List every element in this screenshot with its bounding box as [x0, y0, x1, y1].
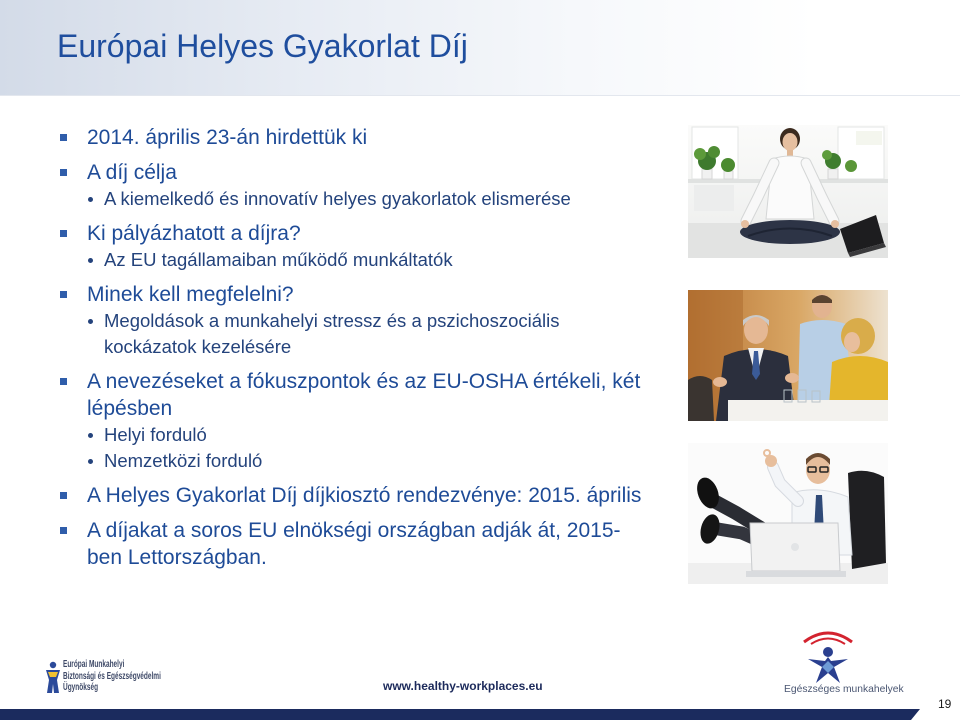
square-bullet-icon: [60, 230, 67, 237]
bullet-text: A díj célja: [87, 161, 177, 184]
website-link[interactable]: www.healthy-workplaces.eu: [383, 679, 543, 693]
office-worker-photo: [688, 443, 888, 584]
agency-name-line: Biztonsági és Egészségvédelmi: [63, 670, 161, 682]
sub-bullet-item: [58, 247, 678, 273]
footer-bar: [0, 708, 960, 720]
bullet-text: Minek kell megfelelni?: [87, 283, 294, 306]
round-bullet-icon: [88, 459, 93, 464]
round-bullet-icon: [88, 433, 93, 438]
eu-osha-logo-icon: [45, 660, 61, 694]
bullet-item: [58, 281, 678, 308]
square-bullet-icon: [60, 169, 67, 176]
sub-bullet-text: Helyi forduló: [104, 424, 207, 445]
bullet-item: [58, 482, 678, 509]
round-bullet-icon: [88, 258, 93, 263]
agency-logo: [45, 659, 225, 695]
bullet-item: [58, 517, 678, 571]
agency-name: [63, 659, 174, 694]
bullet-text: lépésben: [87, 397, 173, 420]
bullet-item: [58, 124, 678, 151]
sub-bullet-text: Nemzetközi forduló: [104, 450, 263, 471]
yoga-photo: [688, 125, 888, 258]
sub-bullet-item: [58, 448, 678, 474]
square-bullet-icon: [60, 291, 67, 298]
campaign-name: Egészséges munkahelyek: [784, 684, 904, 695]
healthy-workplaces-logo-icon: [798, 622, 858, 684]
bullet-item: [58, 159, 678, 186]
campaign-logo: [780, 622, 910, 698]
page-number: 19: [938, 697, 952, 711]
agency-name-line: Európai Munkahelyi: [63, 659, 125, 670]
meeting-photo: [688, 290, 888, 421]
bullet-text: A díjakat a soros EU elnökségi országban adják át, 2015-: [87, 519, 621, 542]
bullet-item: [58, 368, 678, 422]
bullet-text: ben Lettországban.: [87, 546, 267, 569]
bullet-text: 2014. április 23-án hirdettük ki: [87, 126, 368, 149]
bullet-item: [58, 220, 678, 247]
square-bullet-icon: [60, 134, 67, 141]
bullet-list: [58, 116, 678, 571]
square-bullet-icon: [60, 378, 67, 385]
sub-bullet-item: [58, 422, 678, 448]
round-bullet-icon: [88, 319, 93, 324]
bullet-text: Ki pályázhatott a díjra?: [87, 222, 301, 245]
sub-bullet-text: kockázatok kezelésére: [104, 336, 292, 357]
bullet-text: A nevezéseket a fókuszpontok és az EU-OSHA értékeli, két: [87, 370, 641, 393]
agency-name-line: Ügynökség: [63, 682, 99, 693]
square-bullet-icon: [60, 527, 67, 534]
sub-bullet-text: Az EU tagállamaiban működő munkáltatók: [104, 249, 453, 270]
square-bullet-icon: [60, 492, 67, 499]
round-bullet-icon: [88, 197, 93, 202]
slide-title: Európai Helyes Gyakorlat Díj: [57, 28, 468, 64]
sub-bullet-text: Megoldások a munkahelyi stressz és a pszichoszociális: [104, 310, 560, 331]
sub-bullet-item: [58, 308, 678, 360]
sub-bullet-item: [58, 186, 678, 212]
bullet-text: A Helyes Gyakorlat Díj díjkiosztó rendezvénye: 2015. április: [87, 484, 642, 507]
sub-bullet-text: A kiemelkedő és innovatív helyes gyakorlatok elismerése: [104, 188, 571, 209]
